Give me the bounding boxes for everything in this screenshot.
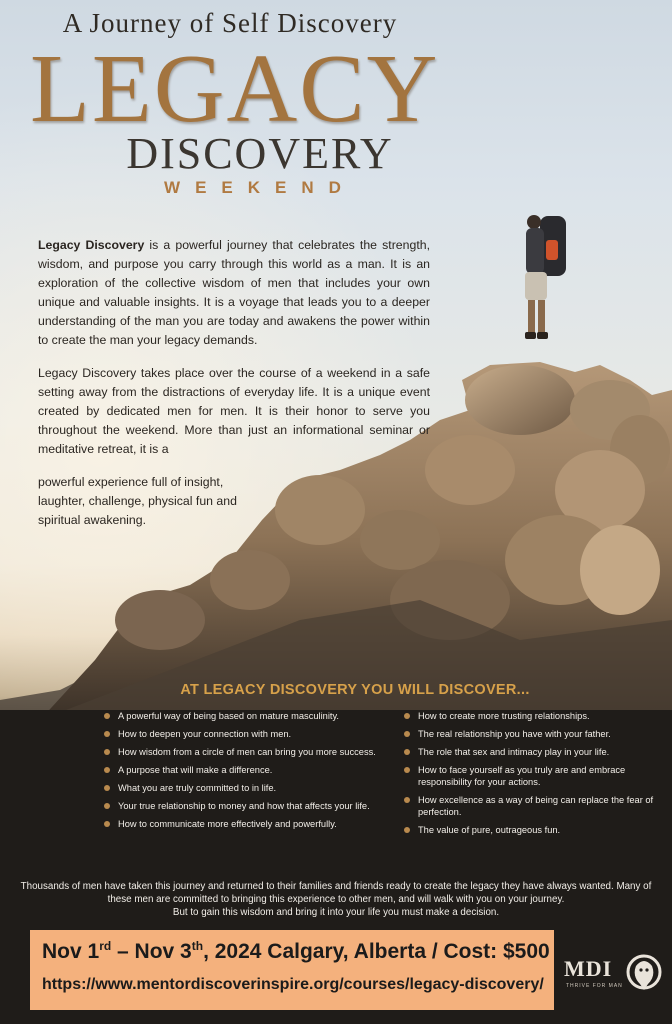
event-banner xyxy=(30,930,554,1010)
lion-head-icon xyxy=(626,952,662,996)
title-legacy: LEGACY xyxy=(30,35,440,143)
list-item: How wisdom from a circle of men can bring you more success. xyxy=(104,746,390,758)
start-suffix: rd xyxy=(99,939,112,953)
logo-text: MDI xyxy=(564,956,613,981)
list-item: What you are truly committed to in life. xyxy=(104,782,390,794)
list-item: The role that sex and intimacy play in your life. xyxy=(404,746,660,758)
start-day: Nov 1 xyxy=(42,940,100,963)
intro-bold-lead: Legacy Discovery xyxy=(38,238,145,252)
list-item: How excellence as a way of being can replace the fear of perfection. xyxy=(404,794,660,818)
list-item: How to create more trusting relationships. xyxy=(404,710,660,722)
event-date-location-cost xyxy=(42,940,550,964)
course-url-link[interactable]: https://www.mentordiscoverinspire.org/courses/legacy-discovery/ xyxy=(42,976,544,993)
end-day: Nov 3 xyxy=(134,940,192,963)
discover-list-left xyxy=(104,710,390,836)
logo-tagline: THRIVE FOR MAN xyxy=(566,983,623,989)
title-discovery: DISCOVERY xyxy=(126,129,394,178)
kicker-heading: A Journey of Self Discovery xyxy=(62,8,398,38)
intro-text xyxy=(38,236,430,544)
closing-line-1: Thousands of men have taken this journey and returned to their families and friends ready to create the legacy they have always wanted. Many of these men are committed to bringing this experience to other men, and will walk with you on your journey. xyxy=(20,881,652,905)
mdi-logo xyxy=(560,950,668,1000)
end-suffix: th xyxy=(191,939,204,953)
location-cost: , 2024 Calgary, Alberta / Cost: $500 xyxy=(203,940,550,963)
intro-p2-body: Legacy Discovery takes place over the course of a weekend in a safe setting away from the distractions of everyday life. It is a unique event created by dedicated men for men. It is their honor to serve you throughout the weekend. More than just an informational seminar or meditative retreat, it is a xyxy=(38,366,430,456)
intro-paragraph-1 xyxy=(38,236,430,350)
closing-text xyxy=(12,880,660,919)
list-item: A powerful way of being based on mature masculinity. xyxy=(104,710,390,722)
list-item: How to deepen your connection with men. xyxy=(104,728,390,740)
list-item: How to communicate more effectively and powerfully. xyxy=(104,818,390,830)
intro-p2-tail: powerful experience full of insight, laughter, challenge, physical fun and spiritual awakening. xyxy=(38,475,237,527)
list-item: A purpose that will make a difference. xyxy=(104,764,390,776)
list-item: The real relationship you have with your father. xyxy=(404,728,660,740)
date-dash: – xyxy=(111,940,135,963)
list-item: The value of pure, outrageous fun. xyxy=(404,824,660,836)
intro-p1-body: is a powerful journey that celebrates the strength, wisdom, and purpose you carry through this world as a man. It is an exploration of the collective wisdom of men that includes your own unique and valuable insights. It is a voyage that leads you to a deeper understanding of the man you are today and awakens the power within to create the man your legacy demands. xyxy=(38,238,430,347)
title-weekend: WEEKEND xyxy=(164,178,356,197)
list-item: How to face yourself as you truly are and embrace responsibility for your actions. xyxy=(404,764,660,788)
discover-heading: AT LEGACY DISCOVERY YOU WILL DISCOVER... xyxy=(180,682,530,698)
closing-line-2: But to gain this wisdom and bring it into your life you must make a decision. xyxy=(172,907,500,918)
intro-paragraph-2 xyxy=(38,364,430,459)
discover-list-right xyxy=(404,710,660,842)
list-item: Your true relationship to money and how that affects your life. xyxy=(104,800,390,812)
